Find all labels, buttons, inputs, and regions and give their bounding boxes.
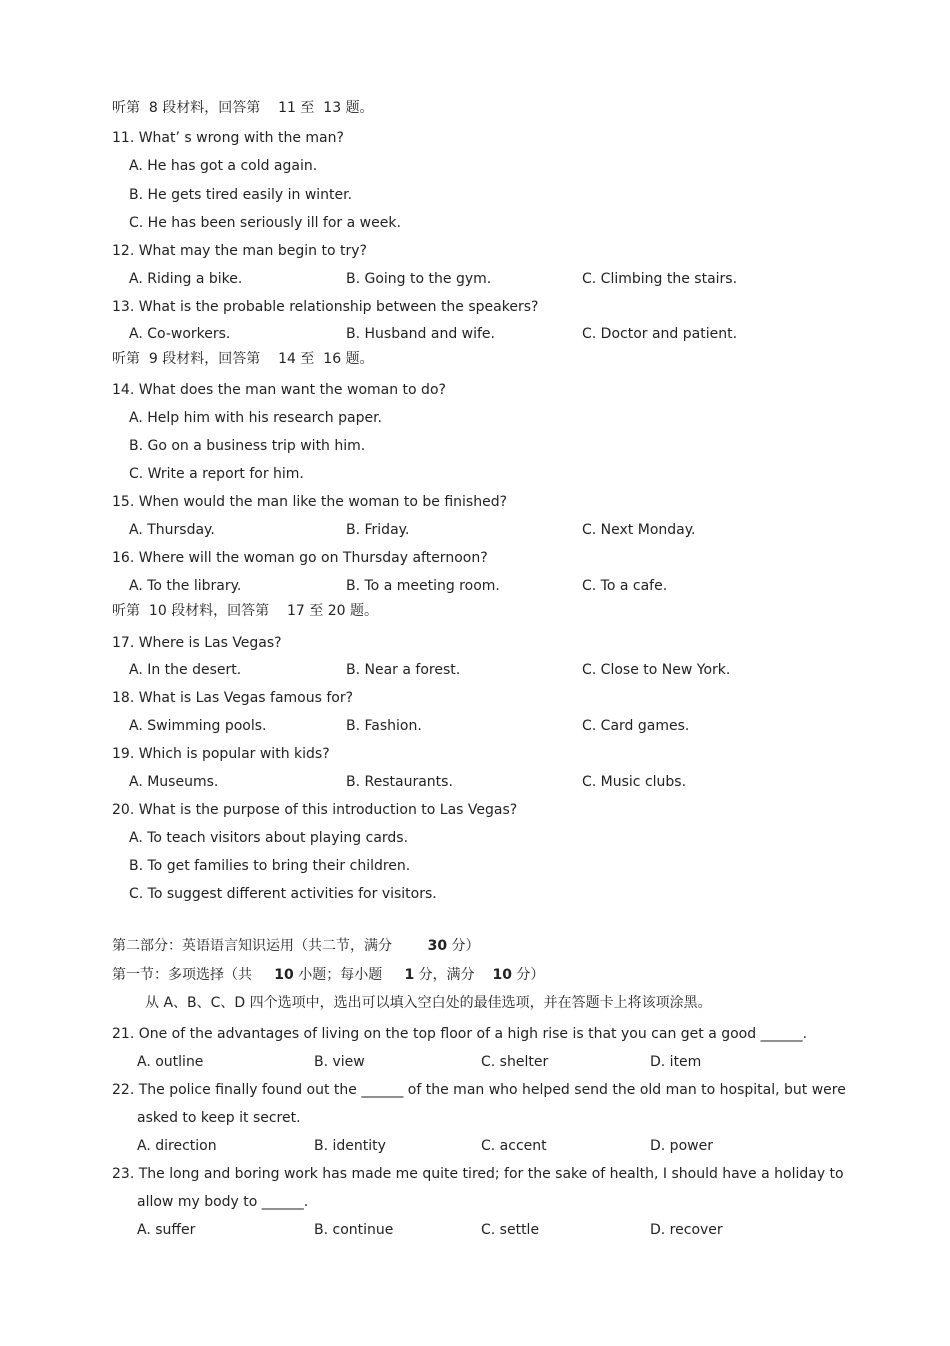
q17-option-a: A. In the desert. [129, 662, 242, 678]
q19-option-b: B. Restaurants. [346, 774, 453, 790]
q22-option-c: C. accent [481, 1138, 547, 1154]
q20-option-a: A. To teach visitors about playing cards. [129, 830, 409, 846]
question-18: 18. What is Las Vegas famous for? [112, 690, 354, 706]
q11-option-c: C. He has been seriously ill for a week. [129, 215, 401, 231]
question-16: 16. Where will the woman go on Thursday afternoon? [112, 550, 488, 566]
q12-option-a: A. Riding a bike. [129, 271, 243, 287]
question-23: 23. The long and boring work has made me quite tired; for the sake of health, I should have a holiday to [112, 1166, 844, 1182]
q21-option-a: A. outline [137, 1054, 204, 1070]
instruction-text: 从 A、B、C、D 四个选项中，选出可以填入空白处的最佳选项，并在答题卡上将该项涂黑。 [145, 995, 712, 1011]
question-23-continued: allow my body to ______. [137, 1194, 309, 1210]
q22-option-a: A. direction [137, 1138, 217, 1154]
q16-option-c: C. To a cafe. [582, 578, 668, 594]
q18-option-a: A. Swimming pools. [129, 718, 267, 734]
question-21: 21. One of the advantages of living on the top floor of a high rise is that you can get a good ______. [112, 1026, 808, 1042]
q18-option-c: C. Card games. [582, 718, 690, 734]
q17-option-c: C. Close to New York. [582, 662, 731, 678]
section1-header: 第一节：多项选择（共 10 小题；每小题 1 分，满分 10 分） [112, 967, 545, 983]
q15-option-b: B. Friday. [346, 522, 410, 538]
q16-option-a: A. To the library. [129, 578, 242, 594]
question-15: 15. When would the man like the woman to be finished? [112, 494, 508, 510]
section-header-8: 听第 8 段材料，回答第 11 至 13 题。 [112, 100, 374, 116]
question-19: 19. Which is popular with kids? [112, 746, 330, 762]
q19-option-a: A. Museums. [129, 774, 219, 790]
question-11: 11. What’ s wrong with the man? [112, 130, 344, 146]
q14-option-b: B. Go on a business trip with him. [129, 438, 366, 454]
q23-option-a: A. suffer [137, 1222, 196, 1238]
q11-option-b: B. He gets tired easily in winter. [129, 187, 353, 203]
q13-option-a: A. Co-workers. [129, 326, 231, 342]
q20-option-c: C. To suggest different activities for visitors. [129, 886, 437, 902]
q15-option-c: C. Next Monday. [582, 522, 696, 538]
q13-option-b: B. Husband and wife. [346, 326, 495, 342]
q23-option-c: C. settle [481, 1222, 540, 1238]
q14-option-c: C. Write a report for him. [129, 466, 304, 482]
q21-option-c: C. shelter [481, 1054, 549, 1070]
question-20: 20. What is the purpose of this introduction to Las Vegas? [112, 802, 518, 818]
question-22: 22. The police finally found out the ______ of the man who helped send the old man to hospital, but were [112, 1082, 846, 1098]
q15-option-a: A. Thursday. [129, 522, 215, 538]
q17-option-b: B. Near a forest. [346, 662, 461, 678]
q23-option-d: D. recover [650, 1222, 723, 1238]
section-header-10: 听第 10 段材料，回答第 17 至 20 题。 [112, 603, 379, 619]
q14-option-a: A. Help him with his research paper. [129, 410, 383, 426]
part2-header: 第二部分：英语语言知识运用（共二节，满分 30 分） [112, 938, 480, 954]
q22-option-d: D. power [650, 1138, 713, 1154]
q20-option-b: B. To get families to bring their children. [129, 858, 411, 874]
q12-option-c: C. Climbing the stairs. [582, 271, 738, 287]
section-header-9: 听第 9 段材料，回答第 14 至 16 题。 [112, 351, 374, 367]
q23-option-b: B. continue [314, 1222, 394, 1238]
q21-option-d: D. item [650, 1054, 702, 1070]
q16-option-b: B. To a meeting room. [346, 578, 500, 594]
q18-option-b: B. Fashion. [346, 718, 422, 734]
question-17: 17. Where is Las Vegas? [112, 635, 282, 651]
q13-option-c: C. Doctor and patient. [582, 326, 738, 342]
q22-option-b: B. identity [314, 1138, 386, 1154]
q12-option-b: B. Going to the gym. [346, 271, 492, 287]
q19-option-c: C. Music clubs. [582, 774, 687, 790]
question-12: 12. What may the man begin to try? [112, 243, 367, 259]
question-13: 13. What is the probable relationship between the speakers? [112, 299, 539, 315]
q21-option-b: B. view [314, 1054, 365, 1070]
q11-option-a: A. He has got a cold again. [129, 158, 318, 174]
question-14: 14. What does the man want the woman to do? [112, 382, 446, 398]
question-22-continued: asked to keep it secret. [137, 1110, 301, 1126]
